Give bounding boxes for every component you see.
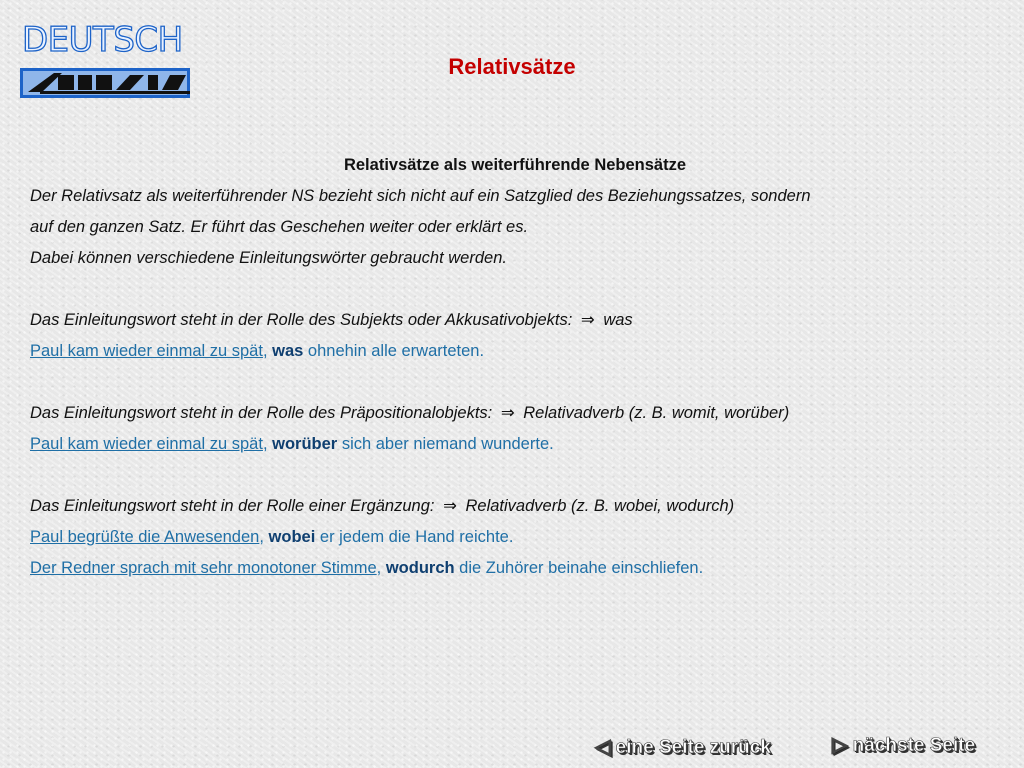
rule-tail: was (603, 311, 633, 329)
example-comma: , (262, 435, 268, 453)
example-keyword: was (272, 342, 304, 360)
example-link[interactable]: Der Redner sprach mit sehr monotoner Stimme (30, 559, 377, 577)
implies-arrow-icon: ⇒ (443, 497, 457, 515)
triangle-right-icon: ▷ (832, 734, 848, 756)
rule-text: Das Einleitungswort steht in der Rolle einer Ergänzung: (30, 497, 435, 515)
example-link[interactable]: Paul begrüßte die Anwesenden (30, 528, 260, 546)
example-keyword: wobei (268, 528, 316, 546)
content-body (30, 150, 1000, 584)
example-rest: er jedem die Hand reichte. (319, 528, 514, 546)
example-keyword: worüber (272, 435, 338, 453)
previous-page-button[interactable] (595, 734, 771, 759)
rule-line (30, 398, 1000, 429)
section-heading: Relativsätze als weiterführende Nebensätze (343, 156, 687, 174)
rule-line (30, 491, 1000, 522)
intro-line: auf den ganzen Satz. Er führt das Geschehen weiter oder erklärt es. (30, 218, 529, 236)
example-sentence (30, 553, 1000, 584)
spacer (30, 367, 1000, 398)
spacer (30, 274, 1000, 305)
spacer (30, 460, 1000, 491)
example-link[interactable]: Paul kam wieder einmal zu spät (30, 342, 263, 360)
example-comma: , (262, 342, 268, 360)
example-comma: , (376, 559, 382, 577)
example-rest: die Zuhörer beinahe einschliefen. (459, 559, 704, 577)
intro-line: Der Relativsatz als weiterführender NS bezieht sich nicht auf ein Satzglied des Beziehungssatzes, sondern (30, 187, 811, 205)
implies-arrow-icon: ⇒ (580, 311, 595, 329)
next-page-button[interactable] (832, 732, 975, 757)
page-title: Relativsätze (448, 54, 576, 79)
rule-text: Das Einleitungswort steht in der Rolle des Subjekts oder Akkusativobjekts: (30, 311, 573, 329)
example-keyword: wodurch (385, 559, 455, 577)
example-sentence (30, 336, 1000, 367)
example-sentence (30, 429, 1000, 460)
previous-page-label: eine Seite zurück (615, 737, 771, 758)
rule-tail: Relativadverb (z. B. womit, worüber) (523, 404, 790, 422)
example-link[interactable]: Paul kam wieder einmal zu spät (30, 435, 263, 453)
rule-line (30, 305, 1000, 336)
example-sentence (30, 522, 1000, 553)
example-rest: sich aber niemand wunderte. (341, 435, 554, 453)
triangle-left-icon: ◁ (595, 736, 611, 758)
intro-line: Dabei können verschiedene Einleitungswörter gebraucht werden. (30, 249, 507, 267)
implies-arrow-icon: ⇒ (500, 404, 515, 422)
example-comma: , (259, 528, 264, 546)
rule-tail: Relativadverb (z. B. wobei, wodurch) (465, 497, 735, 515)
rule-text: Das Einleitungswort steht in der Rolle des Präpositionalobjekts: (30, 404, 493, 422)
logo-word: DEUTSCH (22, 20, 183, 60)
next-page-label: nächste Seite (852, 735, 976, 756)
example-rest: ohnehin alle erwarteten. (307, 342, 485, 360)
